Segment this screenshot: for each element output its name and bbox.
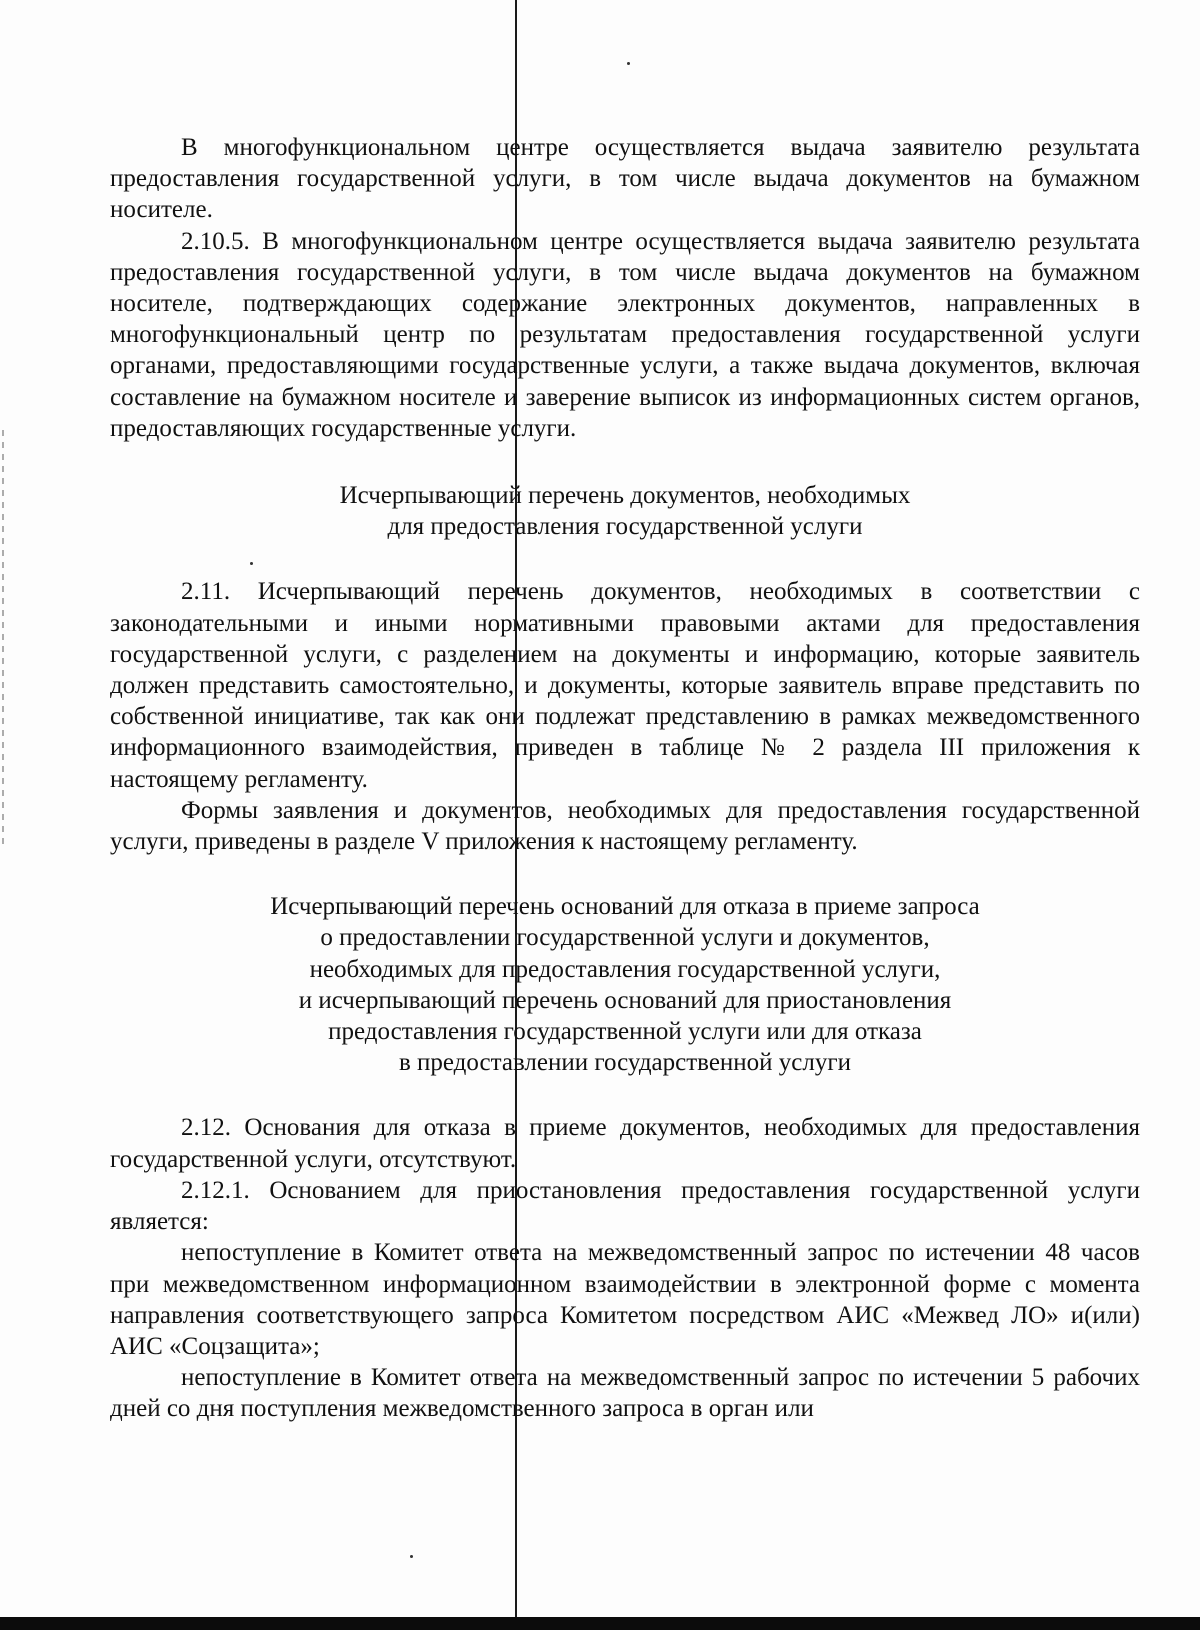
scan-speck bbox=[627, 62, 630, 65]
paragraph-mfc-issue: В многофункциональном центре осуществляется выдача заявителю результата предоставления государственной услуги, в том числе выдача документов на бумажном носителе. bbox=[110, 134, 1140, 224]
document-body bbox=[110, 132, 1140, 1425]
paragraph-forms: Формы заявления и документов, необходимых для предоставления государственной услуги, приведены в разделе V приложения к настоящему регламенту. bbox=[110, 796, 1140, 856]
paragraph-no-response-48h: непоступление в Комитет ответа на межведомственный запрос по истечении 48 часов при межведомственном информационном взаимодействии в электронной форме с момента направления соответствующего запроса Комитетом посредством АИС «Межвед ЛО» и(или) АИС «Соцзащита»; bbox=[110, 1239, 1140, 1360]
scan-edge-mark bbox=[2, 430, 4, 850]
paragraph-2-11: 2.11. Исчерпывающий перечень документов, необходимых в соответствии с законодательными и иными нормативными правовыми актами для предоставления государственной услуги, с разделением на документы и информацию, которые заявитель должен представить самостоятельно, и документы, которые заявитель вправе представить по собственной инициативе, так как они подлежат представлению в рамках межведомственного информационного взаимодействия, приведен в таблице № 2 раздела III приложения к настоящему регламенту. bbox=[110, 578, 1140, 793]
paragraph-2-12-1: 2.12.1. Основанием для приостановления предоставления государственной услуги является: bbox=[110, 1176, 1140, 1236]
paragraph-2-12: 2.12. Основания для отказа в приеме документов, необходимых для предоставления государственной услуги, отсутствуют. bbox=[110, 1114, 1140, 1173]
scan-bottom-edge bbox=[0, 1617, 1200, 1630]
paragraph-no-response-5days: непоступление в Комитет ответа на межведомственный запрос по истечении 5 рабочих дней со дня поступления межведомственного запроса в орган или bbox=[110, 1364, 1140, 1423]
section-heading-refusal-grounds: Исчерпывающий перечень оснований для отказа в приеме запроса о предоставлении государственной услуги и документов, необходимых для предоставления государственной услуги, и исчерпывающий перечень оснований для приостановления предоставления государственной услуги или для отказа в предоставлении государственной услуги bbox=[270, 893, 980, 1077]
scan-speck bbox=[410, 1555, 413, 1558]
section-heading-documents: Исчерпывающий перечень документов, необходимых для предоставления государственной услуги bbox=[339, 482, 911, 541]
paragraph-2-10-5: 2.10.5. В многофункциональном центре осуществляется выдача заявителю результата предоставления государственной услуги, в том числе выдача документов на бумажном носителе, подтверждающих содержание электронных документов, направленных в многофункциональный центр по результатам предоставления государственной услуги органами, предоставляющими государственные услуги, а также выдача документов, включая составление на бумажном носителе и заверение выписок из информационных систем органов, предоставляющих государственные услуги. bbox=[110, 227, 1140, 442]
